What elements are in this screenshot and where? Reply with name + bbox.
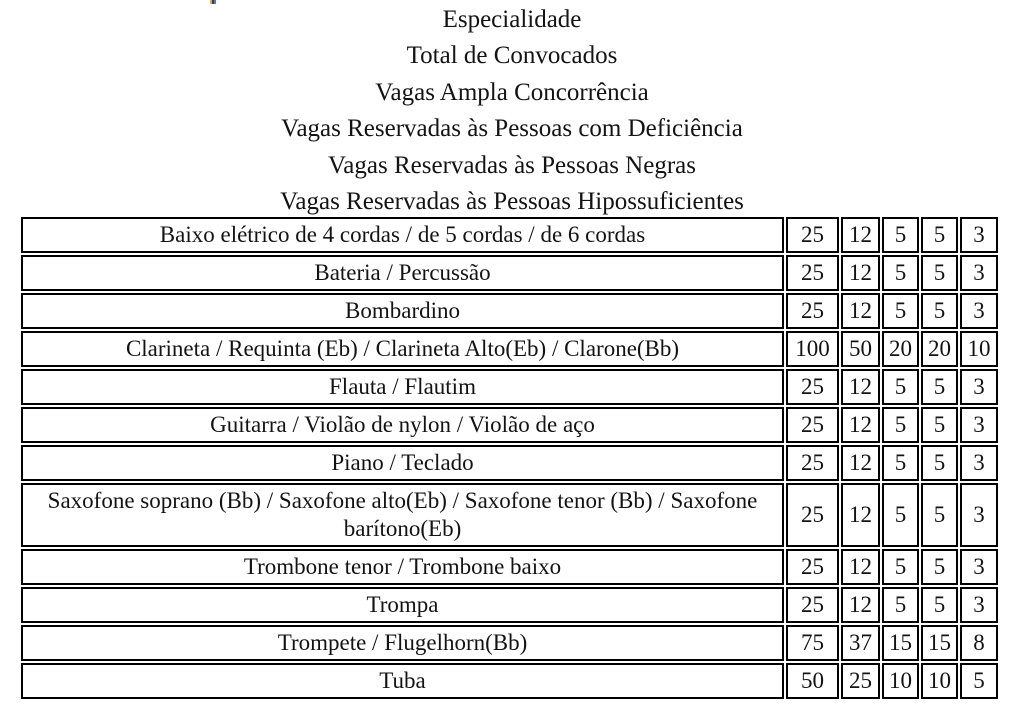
negras-cell: 5 — [921, 587, 958, 623]
negras-cell: 5 — [921, 407, 958, 443]
total-convocados-cell: 100 — [786, 331, 839, 367]
hipossuficientes-cell: 8 — [960, 625, 998, 661]
total-convocados-cell: 50 — [786, 663, 839, 699]
specialty-cell: Bombardino — [21, 293, 784, 329]
total-convocados-cell: 25 — [786, 369, 839, 405]
table-row — [21, 217, 998, 253]
ampla-concorrencia-cell: 12 — [841, 217, 880, 253]
ampla-concorrencia-cell: 25 — [841, 663, 880, 699]
ampla-concorrencia-cell: 12 — [841, 483, 880, 547]
negras-cell: 20 — [921, 331, 958, 367]
negras-cell: 5 — [921, 445, 958, 481]
negras-cell: 15 — [921, 625, 958, 661]
specialty-cell: Flauta / Flautim — [21, 369, 784, 405]
table-row — [21, 331, 998, 367]
pcd-cell: 5 — [882, 549, 919, 585]
ampla-concorrencia-cell: 12 — [841, 407, 880, 443]
column-header-pessoas-negras: Vagas Reservadas às Pessoas Negras — [328, 151, 696, 179]
table-row — [21, 663, 998, 699]
pcd-cell: 5 — [882, 445, 919, 481]
table-row — [21, 255, 998, 291]
hipossuficientes-cell: 3 — [960, 407, 998, 443]
total-convocados-cell: 25 — [786, 445, 839, 481]
table-row — [21, 625, 998, 661]
negras-cell: 5 — [921, 255, 958, 291]
hipossuficientes-cell: 3 — [960, 217, 998, 253]
specialty-cell: Bateria / Percussão — [21, 255, 784, 291]
table-row — [21, 483, 998, 547]
column-header-ampla-concorrencia: Vagas Ampla Concorrência — [375, 78, 649, 106]
ampla-concorrencia-cell: 50 — [841, 331, 880, 367]
negras-cell: 5 — [921, 483, 958, 547]
vacancy-table — [19, 215, 1000, 701]
specialty-cell: Trompa — [21, 587, 784, 623]
table-row — [21, 407, 998, 443]
total-convocados-cell: 25 — [786, 549, 839, 585]
total-convocados-cell: 25 — [786, 483, 839, 547]
column-header-pessoas-com-deficiencia: Vagas Reservadas às Pessoas com Deficiência — [281, 115, 743, 143]
ampla-concorrencia-cell: 12 — [841, 549, 880, 585]
pcd-cell: 5 — [882, 293, 919, 329]
specialty-cell: Baixo elétrico de 4 cordas / de 5 cordas / de 6 cordas — [21, 217, 784, 253]
ampla-concorrencia-cell: 37 — [841, 625, 880, 661]
ampla-concorrencia-cell: 12 — [841, 369, 880, 405]
total-convocados-cell: 25 — [786, 407, 839, 443]
table-row — [21, 445, 998, 481]
ampla-concorrencia-cell: 12 — [841, 293, 880, 329]
hipossuficientes-cell: 10 — [960, 331, 998, 367]
specialty-cell: Saxofone soprano (Bb) / Saxofone alto(Eb) / Saxofone tenor (Bb) / Saxofone barítono(Eb) — [21, 483, 784, 547]
specialty-cell: Trompete / Flugelhorn(Bb) — [21, 625, 784, 661]
hipossuficientes-cell: 3 — [960, 549, 998, 585]
ampla-concorrencia-cell: 12 — [841, 255, 880, 291]
specialty-cell: Piano / Teclado — [21, 445, 784, 481]
total-convocados-cell: 25 — [786, 293, 839, 329]
negras-cell: 5 — [921, 549, 958, 585]
specialty-cell: Tuba — [21, 663, 784, 699]
pcd-cell: 5 — [882, 483, 919, 547]
ampla-concorrencia-cell: 12 — [841, 587, 880, 623]
pcd-cell: 20 — [882, 331, 919, 367]
total-convocados-cell: 25 — [786, 587, 839, 623]
table-row — [21, 549, 998, 585]
total-convocados-cell: 25 — [786, 217, 839, 253]
hipossuficientes-cell: 3 — [960, 293, 998, 329]
total-convocados-cell: 25 — [786, 255, 839, 291]
pcd-cell: 10 — [882, 663, 919, 699]
column-header-especialidade: Especialidade — [442, 6, 582, 33]
hipossuficientes-cell: 3 — [960, 369, 998, 405]
specialty-cell: Clarineta / Requinta (Eb) / Clarineta Alto(Eb) / Clarone(Bb) — [21, 331, 784, 367]
column-header-pessoas-hipossuficientes: Vagas Reservadas às Pessoas Hipossuficientes — [280, 188, 744, 216]
hipossuficientes-cell: 3 — [960, 255, 998, 291]
column-header-total-convocados: Total de Convocados — [406, 42, 618, 70]
pcd-cell: 5 — [882, 369, 919, 405]
table-row — [21, 587, 998, 623]
hipossuficientes-cell: 3 — [960, 445, 998, 481]
specialty-cell: Guitarra / Violão de nylon / Violão de aço — [21, 407, 784, 443]
negras-cell: 5 — [921, 217, 958, 253]
table-column-headers — [0, 2, 1024, 220]
table-row — [21, 293, 998, 329]
pcd-cell: 5 — [882, 587, 919, 623]
negras-cell: 5 — [921, 369, 958, 405]
pcd-cell: 5 — [882, 217, 919, 253]
hipossuficientes-cell: 3 — [960, 587, 998, 623]
negras-cell: 5 — [921, 293, 958, 329]
ampla-concorrencia-cell: 12 — [841, 445, 880, 481]
table-row — [21, 369, 998, 405]
specialty-cell: Trombone tenor / Trombone baixo — [21, 549, 784, 585]
negras-cell: 10 — [921, 663, 958, 699]
hipossuficientes-cell: 5 — [960, 663, 998, 699]
pcd-cell: 5 — [882, 407, 919, 443]
pcd-cell: 15 — [882, 625, 919, 661]
total-convocados-cell: 75 — [786, 625, 839, 661]
hipossuficientes-cell: 3 — [960, 483, 998, 547]
pcd-cell: 5 — [882, 255, 919, 291]
